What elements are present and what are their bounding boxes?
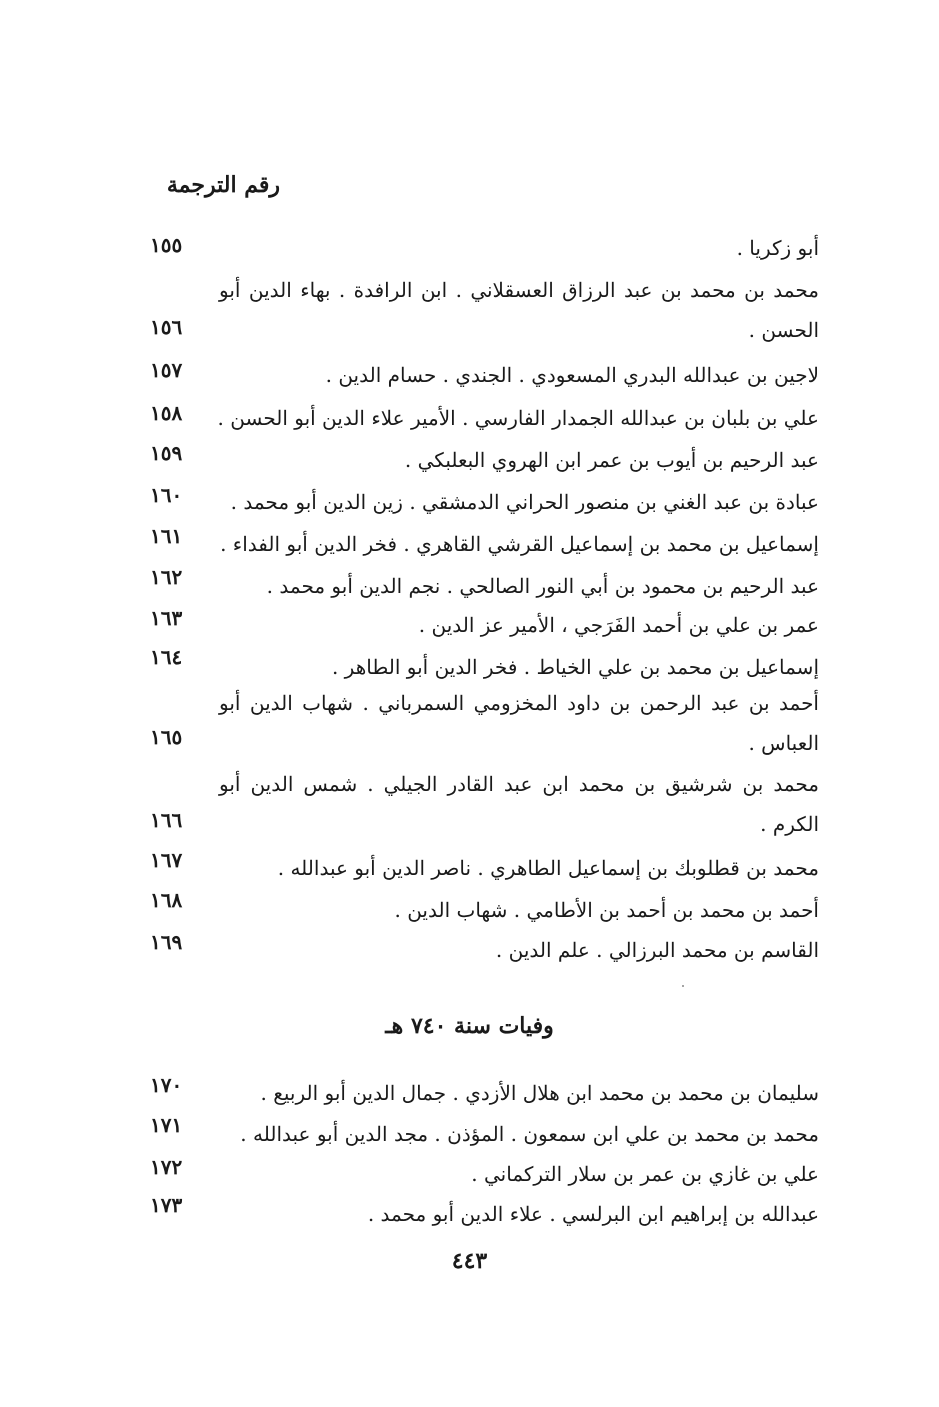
entry-number: ١٦٢ <box>150 565 183 589</box>
entry-text: علي بن بلبان بن عبدالله الجمدار الفارسي . الأمير علاء الدين أبو الحسن . <box>217 406 819 430</box>
entry-text: إسماعيل بن محمد بن علي الخياط . فخر الدين أبو الطاهر . <box>331 655 819 679</box>
entry-number: ١٧٢ <box>150 1155 183 1179</box>
entry-number: ١٥٦ <box>150 315 183 339</box>
entry-text: محمد بن محمد بن عبد الرزاق العسقلاني . ابن الرافدة . بهاء الدين أبو الحسن . <box>219 278 819 342</box>
entry-number: ١٦٠ <box>150 483 183 507</box>
entry-text: محمد بن قطلوبك بن إسماعيل الطاهري . ناصر الدين أبو عبدالله . <box>277 856 819 880</box>
entry-number: ١٦٧ <box>150 848 183 872</box>
entry-text: علي بن غازي بن عمر بن سلار التركماني . <box>471 1162 819 1186</box>
section-title: وفيات سنة ٧٤٠ هـ <box>385 1013 554 1039</box>
entry-text: لاجين بن عبدالله البدري المسعودي . الجندي . حسام الدين . <box>325 363 819 387</box>
entry-text: عمر بن علي بن أحمد الفَرَجي ، الأمير عز الدين . <box>418 613 819 637</box>
entry-number: ١٦٨ <box>150 888 183 912</box>
entry-text: أحمد بن محمد بن أحمد بن الأطامي . شهاب الدين . <box>394 898 819 922</box>
page-number: ٤٤٣ <box>451 1248 488 1274</box>
entry-text: محمد بن شرشيق بن محمد ابن عبد القادر الجيلي . شمس الدين أبو الكرم . <box>219 772 819 836</box>
entry-text: إسماعيل بن محمد بن إسماعيل القرشي القاهري . فخر الدين أبو الفداء . <box>220 532 819 556</box>
entry-number: ١٦٤ <box>150 645 183 669</box>
entry-number: ١٥٨ <box>150 401 183 425</box>
entry-number: ١٦٦ <box>150 808 183 832</box>
entry-text: أبو زكريا . <box>736 236 819 260</box>
entry-number: ١٧١ <box>150 1113 183 1137</box>
entry-number: ١٧٣ <box>150 1193 183 1217</box>
entry-text: عبد الرحيم بن محمود بن أبي النور الصالحي . نجم الدين أبو محمد . <box>266 574 819 598</box>
entry-text: أحمد بن عبد الرحمن بن داود المخزومي السمرباني . شهاب الدين أبو العباس . <box>219 691 819 755</box>
column-heading: رقم الترجمة <box>166 172 280 198</box>
entry-text: عبادة بن عبد الغني بن منصور الحراني الدمشقي . زين الدين أبو محمد . <box>230 490 819 514</box>
entry-number: ١٦٥ <box>150 725 183 749</box>
entry-text: القاسم بن محمد البرزالي . علم الدين . <box>495 938 819 962</box>
entry-number: ١٥٩ <box>150 441 183 465</box>
entry-text: سليمان بن محمد بن محمد ابن هلال الأزدي . جمال الدين أبو الربيع . <box>260 1081 819 1105</box>
entry-number: ١٦٩ <box>150 930 183 954</box>
entry-number: ١٦٣ <box>150 606 183 630</box>
entry-number: ١٧٠ <box>150 1073 183 1097</box>
entry-number: ١٥٧ <box>150 358 183 382</box>
entry-text: عبد الرحيم بن أيوب بن عمر ابن الهروي البعلبكي . <box>404 448 819 472</box>
entry-text: محمد بن محمد بن علي ابن سمعون . المؤذن . مجد الدين أبو عبدالله . <box>240 1122 819 1146</box>
entry-number: ١٥٥ <box>150 233 183 257</box>
entry-number: ١٦١ <box>150 524 183 548</box>
print-speck <box>682 985 684 987</box>
entry-text: عبدالله بن إبراهيم ابن البرلسي . علاء الدين أبو محمد . <box>367 1202 819 1226</box>
